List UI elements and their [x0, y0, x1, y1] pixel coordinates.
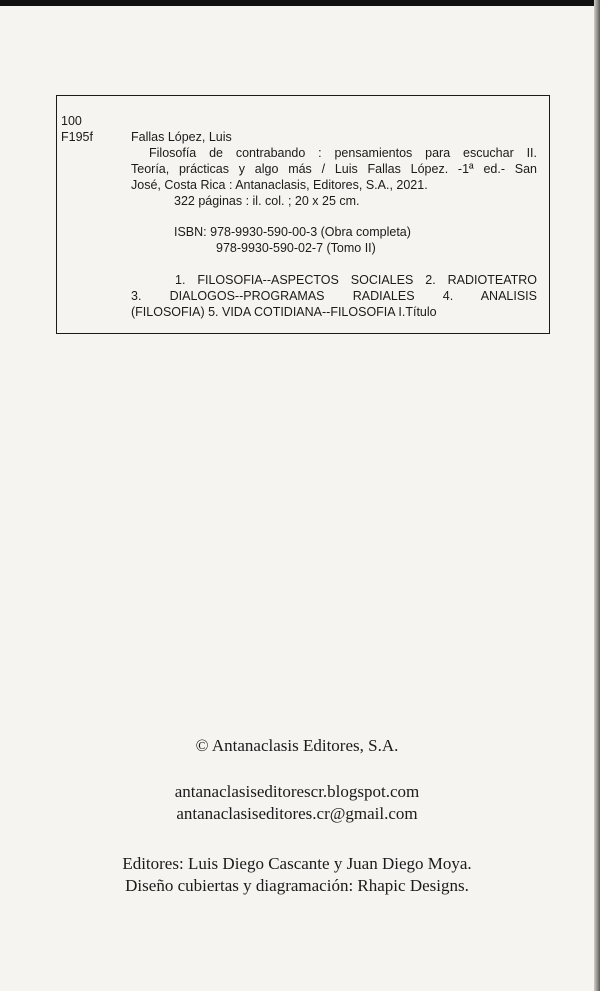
- subject-line: 1. FILOSOFIA--ASPECTOS SOCIALES 2. RADIOTEATRO: [175, 273, 537, 287]
- call-number-class: 100: [61, 114, 82, 128]
- call-number: [61, 113, 93, 145]
- copyright-notice: © Antanaclasis Editores, S.A.: [195, 736, 399, 755]
- description-line: Filosofía de contrabando : pensamientos para escuchar II.: [149, 146, 537, 160]
- title-description: [131, 145, 537, 193]
- book-page: [0, 6, 594, 991]
- design-credit: Diseño cubiertas y diagramación: Rhapic Designs.: [125, 876, 469, 895]
- physical-description: 322 páginas : il. col. ; 20 x 25 cm.: [174, 194, 360, 208]
- description-line: José, Costa Rica : Antanaclasis, Editores, S.A., 2021.: [131, 178, 428, 192]
- subject-headings: [131, 272, 537, 320]
- description-line: Teoría, prácticas y algo más / Luis Fallas López. -1ª ed.- San: [131, 162, 537, 176]
- author-entry: Fallas López, Luis: [131, 130, 232, 144]
- subject-line: 3. DIALOGOS--PROGRAMAS RADIALES 4. ANALISIS: [131, 289, 537, 303]
- page-edge: [594, 0, 600, 991]
- isbn-complete-work: ISBN: 978-9930-590-00-3 (Obra completa): [174, 225, 411, 239]
- subject-line: (FILOSOFIA) 5. VIDA COTIDIANA--FILOSOFIA I.Título: [131, 305, 437, 319]
- blog-link[interactable]: antanaclasiseditorescr.blogspot.com: [174, 782, 420, 801]
- email-link[interactable]: antanaclasiseditores.cr@gmail.com: [176, 804, 418, 823]
- call-number-cutter: F195f: [61, 130, 93, 144]
- isbn-volume: 978-9930-590-02-7 (Tomo II): [216, 241, 376, 255]
- catalog-card: [56, 95, 550, 334]
- editors-credit: Editores: Luis Diego Cascante y Juan Diego Moya.: [122, 854, 472, 873]
